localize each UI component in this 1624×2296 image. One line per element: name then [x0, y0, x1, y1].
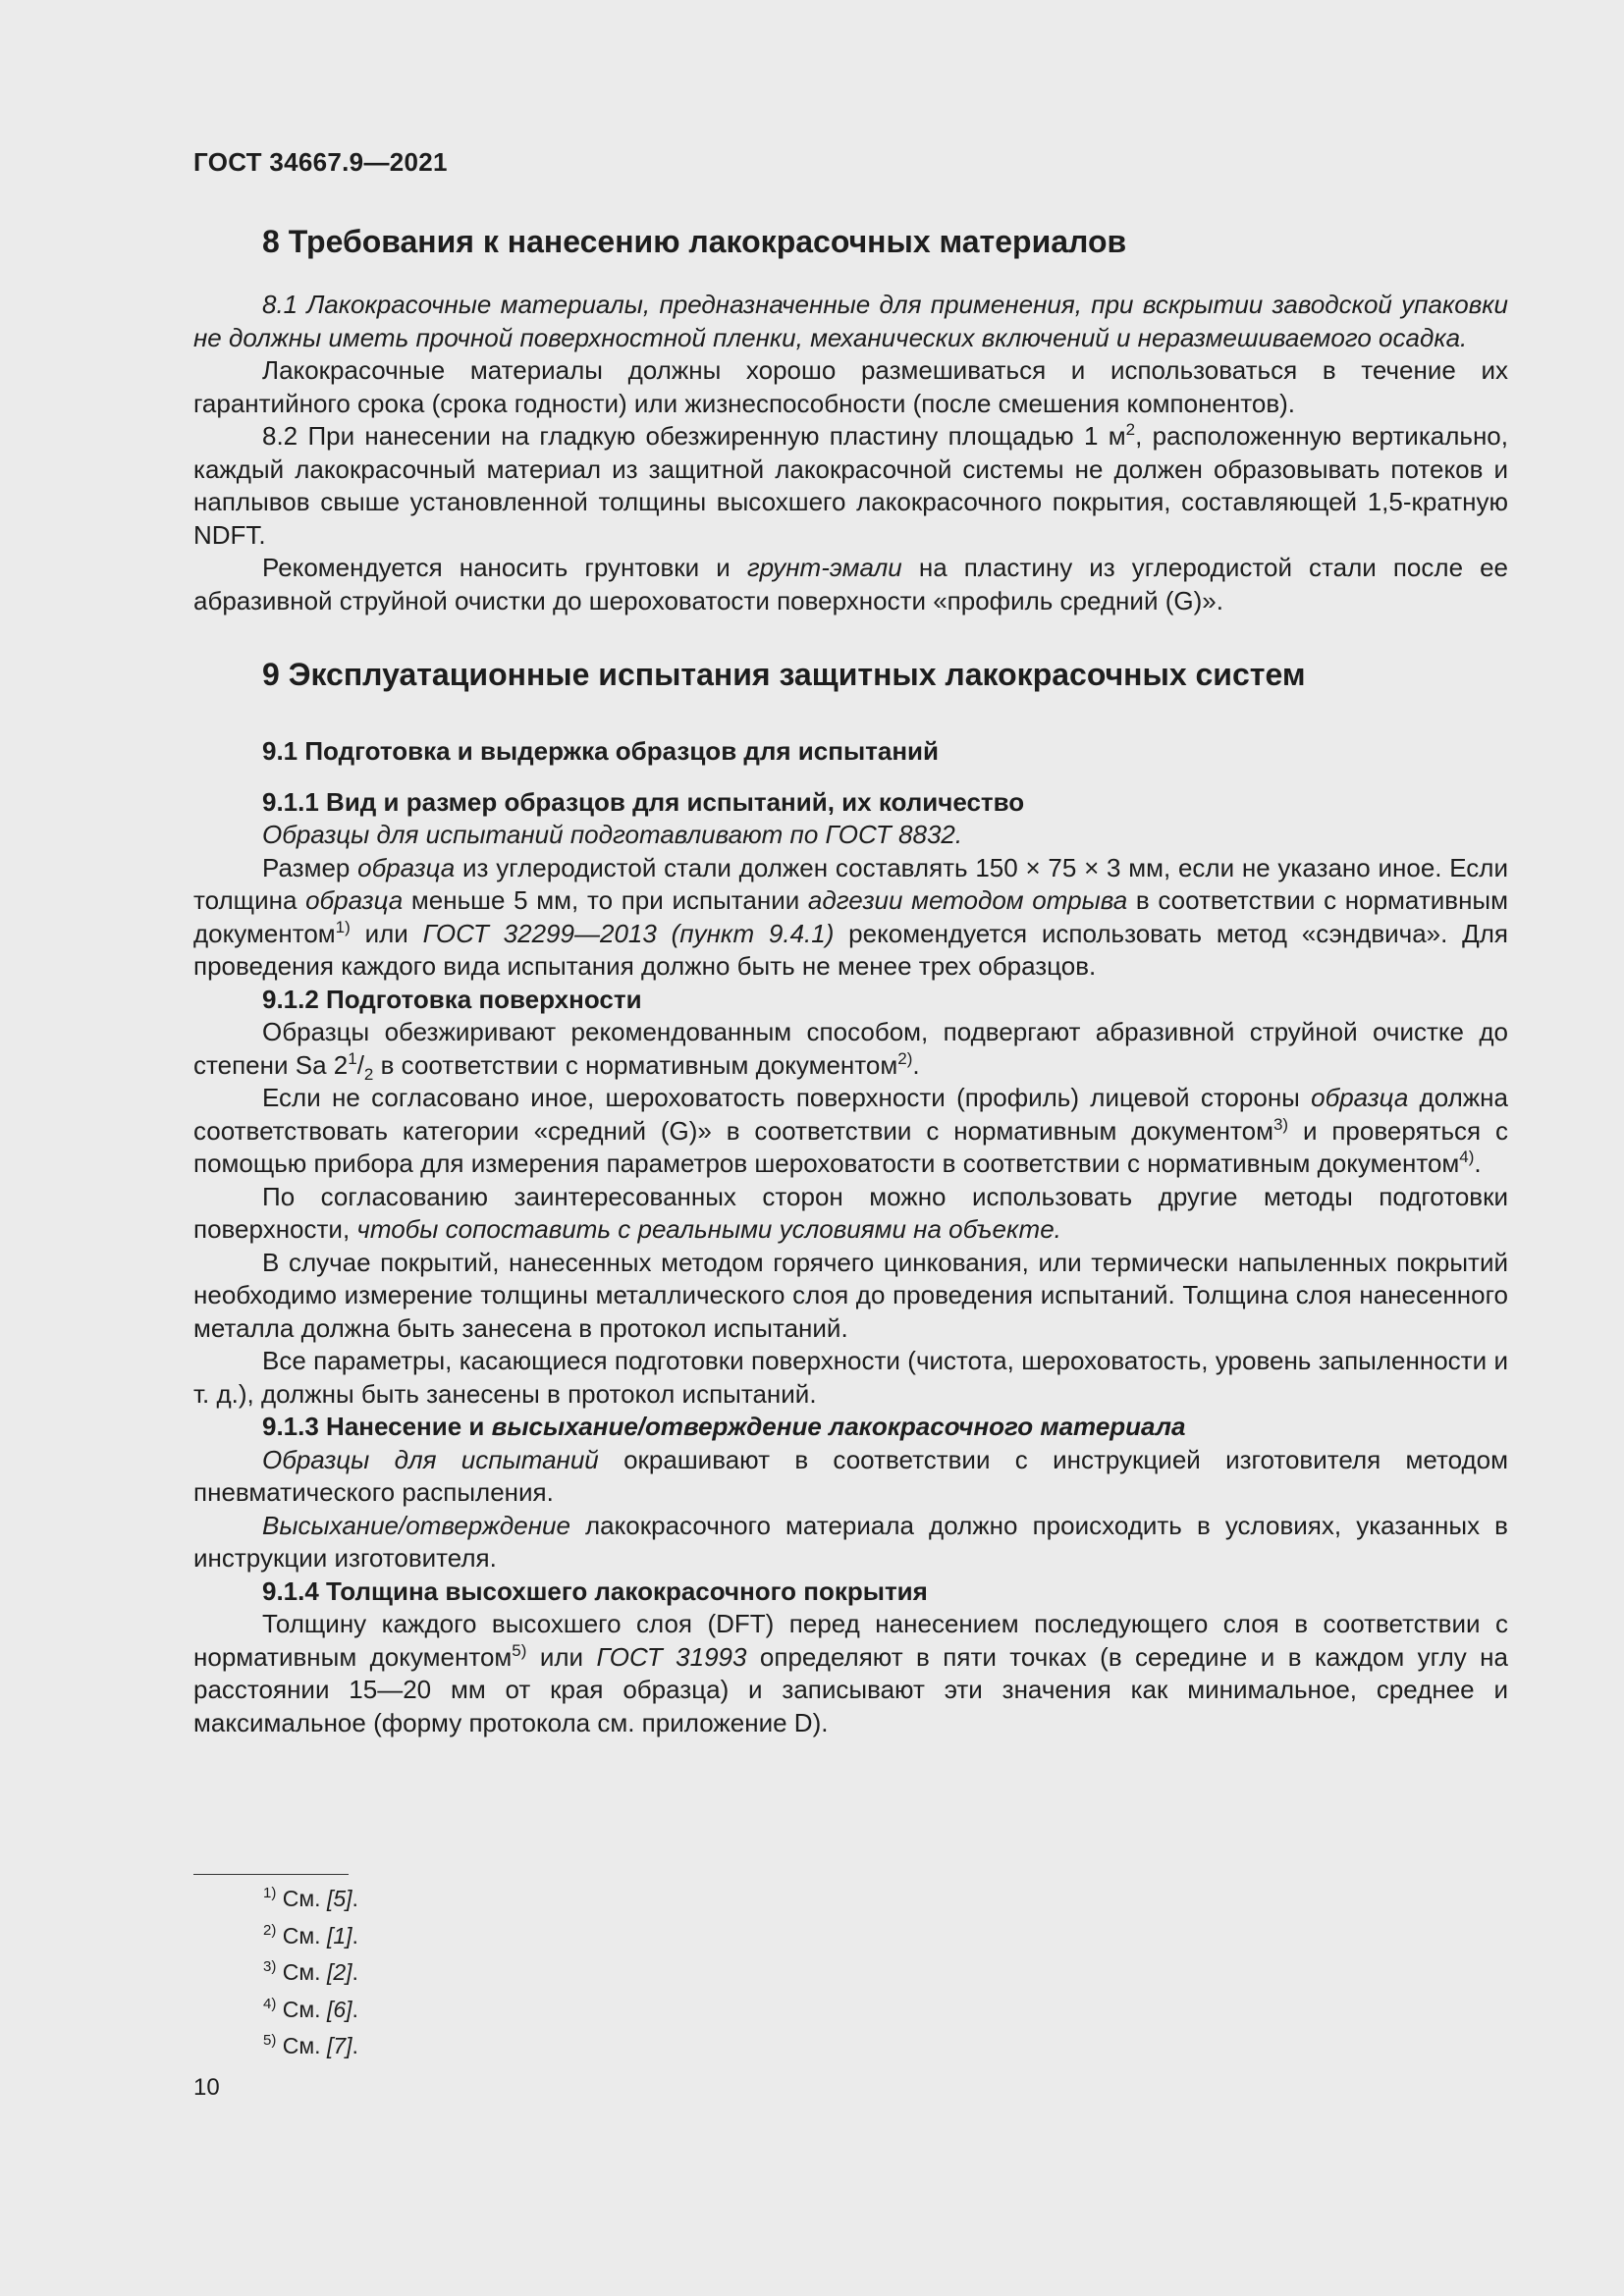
footnote-item: $^{1)}$ См. [5]. [263, 1885, 358, 1911]
paragraph-8-1: 8.1 Лакокрасочные материалы, предназначенные для применения, при вскрытии заводской упаковки не должны иметь прочной поверхностной пленки, механических включений и неразмешиваемого осадка. [193, 290, 1508, 352]
paragraph-9-1-3-b: Высыхание/отверждение лакокрасочного материала должно происходить в условиях, указанных в инструкции изготовителя. [193, 1510, 1508, 1573]
page-content [193, 222, 1508, 1739]
footnote-ref-1: 1) [335, 917, 351, 936]
paragraph-9-1-4: Толщину каждого высохшего слоя (DFT) перед нанесением последующего слоя в соответствии с нормативным документом$^{5)}$ или ГОСТ 31993 определяют в пяти точках (в середине и в каждом углу на расстоянии 15—20 мм от края образца) и записывают эти значения как минимальное, среднее и максимальное (форму протокола см. приложение D). [193, 1609, 1508, 1737]
subsection-9-1-3-title: 9.1.3 Нанесение и высыхание/отверждение лакокрасочного материала [262, 1412, 1186, 1441]
paragraph-9-1-3-a: Образцы для испытаний окрашивают в соответствии с инструкцией изготовителя методом пневматического распыления. [193, 1444, 1509, 1507]
footnotes-list [263, 1881, 358, 2065]
footnote-item: $^{3)}$ См. [2]. [263, 1958, 358, 1985]
footnote-item: $^{5)}$ См. [7]. [263, 2032, 358, 2058]
footnote-ref-2: 2) [897, 1048, 913, 1068]
subsection-9-1-title: 9.1 Подготовка и выдержка образцов для испытаний [262, 736, 940, 766]
paragraph-8-1-cont: Лакокрасочные материалы должны хорошо размешиваться и использоваться в течение их гарантийного срока (срока годности) или жизнеспособности (после смешения компонентов). [193, 355, 1508, 418]
subsection-9-1-1-title: 9.1.1 Вид и размер образцов для испытаний, их количество [262, 786, 1025, 817]
page-number: 10 [193, 2074, 220, 2101]
subsection-9-1-4-title: 9.1.4 Толщина высохшего лакокрасочного покрытия [262, 1575, 928, 1606]
subsection-9-1-2-title: 9.1.2 Подготовка поверхности [262, 984, 642, 1014]
footnote-divider [193, 1874, 349, 1875]
section-8-title: 8 Требования к нанесению лакокрасочных материалов [262, 224, 1127, 259]
paragraph-9-1-1-a: Образцы для испытаний подготавливают по ГОСТ 8832. [262, 820, 963, 849]
footnote-ref-4: 4) [1459, 1148, 1475, 1166]
document-header: ГОСТ 34667.9—2021 [193, 147, 448, 177]
section-9-title: 9 Эксплуатационные испытания защитных лакокрасочных систем [262, 657, 1306, 692]
paragraph-8-2-recommend: Рекомендуется наносить грунтовки и грунт-эмали на пластину из углеродистой стали после ее абразивной струйной очистки до шероховатости поверхности «профиль средний (G)». [193, 553, 1509, 615]
paragraph-9-1-2-d: В случае покрытий, нанесенных методом горячего цинкования, или термически напыленных покрытий необходимо измерение толщины металлического слоя до проведения испытаний. Толщина слоя нанесенного металла должна быть занесена в протокол испытаний. [193, 1247, 1508, 1343]
paragraph-9-1-2-b: Если не согласовано иное, шероховатость поверхности (профиль) лицевой стороны образца должна соответствовать категории «средний (G)» в соответствии с нормативным документом$^{3)}$ и проверяться с помощью прибора для измерения параметров шероховатости в соответствии с нормативным документом$^{4)}$. [193, 1083, 1508, 1178]
footnote-ref-3: 3) [1272, 1114, 1289, 1134]
paragraph-9-1-2-c: По согласованию заинтересованных сторон можно использовать другие методы подготовки поверхности, чтобы сопоставить с реальными условиями на объекте. [193, 1181, 1508, 1244]
paragraph-8-2: 8.2 При нанесении на гладкую обезжиренную пластину площадью 1 $м^2$, расположенную вертикально, каждый лакокрасочный материал из защитной лакокрасочной системы не должен образовывать потеков и наплывов свыше установленной толщины высохшего лакокрасочного покрытия, составляющей 1,5-кратную NDFT. [193, 420, 1508, 550]
footnote-item: $^{4)}$ См. [6]. [263, 1995, 358, 2022]
paragraph-9-1-2-a: Образцы обезжиривают рекомендованным способом, подвергают абразивной струйной очистке до степени Sa $2^1/_2$ в соответствии с нормативным документом$^{2)}$. [193, 1017, 1508, 1084]
paragraph-9-1-2-e: Все параметры, касающиеся подготовки поверхности (чистота, шероховатость, уровень запыленности и т. д.), должны быть занесены в протокол испытаний. [193, 1346, 1508, 1409]
footnote-ref-5: 5) [512, 1640, 527, 1660]
paragraph-9-1-1-b: Размер образца из углеродистой стали должен составлять 150 × 75 × 3 мм, если не указано иное. Если толщина образца меньше 5 мм, то при испытании адгезии методом отрыва в соответствии с нормативным документом$^{1)}$ или ГОСТ 32299—2013 (пункт 9.4.1) рекомендуется использовать метод «сэндвича». Для проведения каждого вида испытания должно быть не менее трех образцов. [193, 852, 1509, 981]
footnote-item: $^{2)}$ См. [1]. [263, 1921, 358, 1949]
